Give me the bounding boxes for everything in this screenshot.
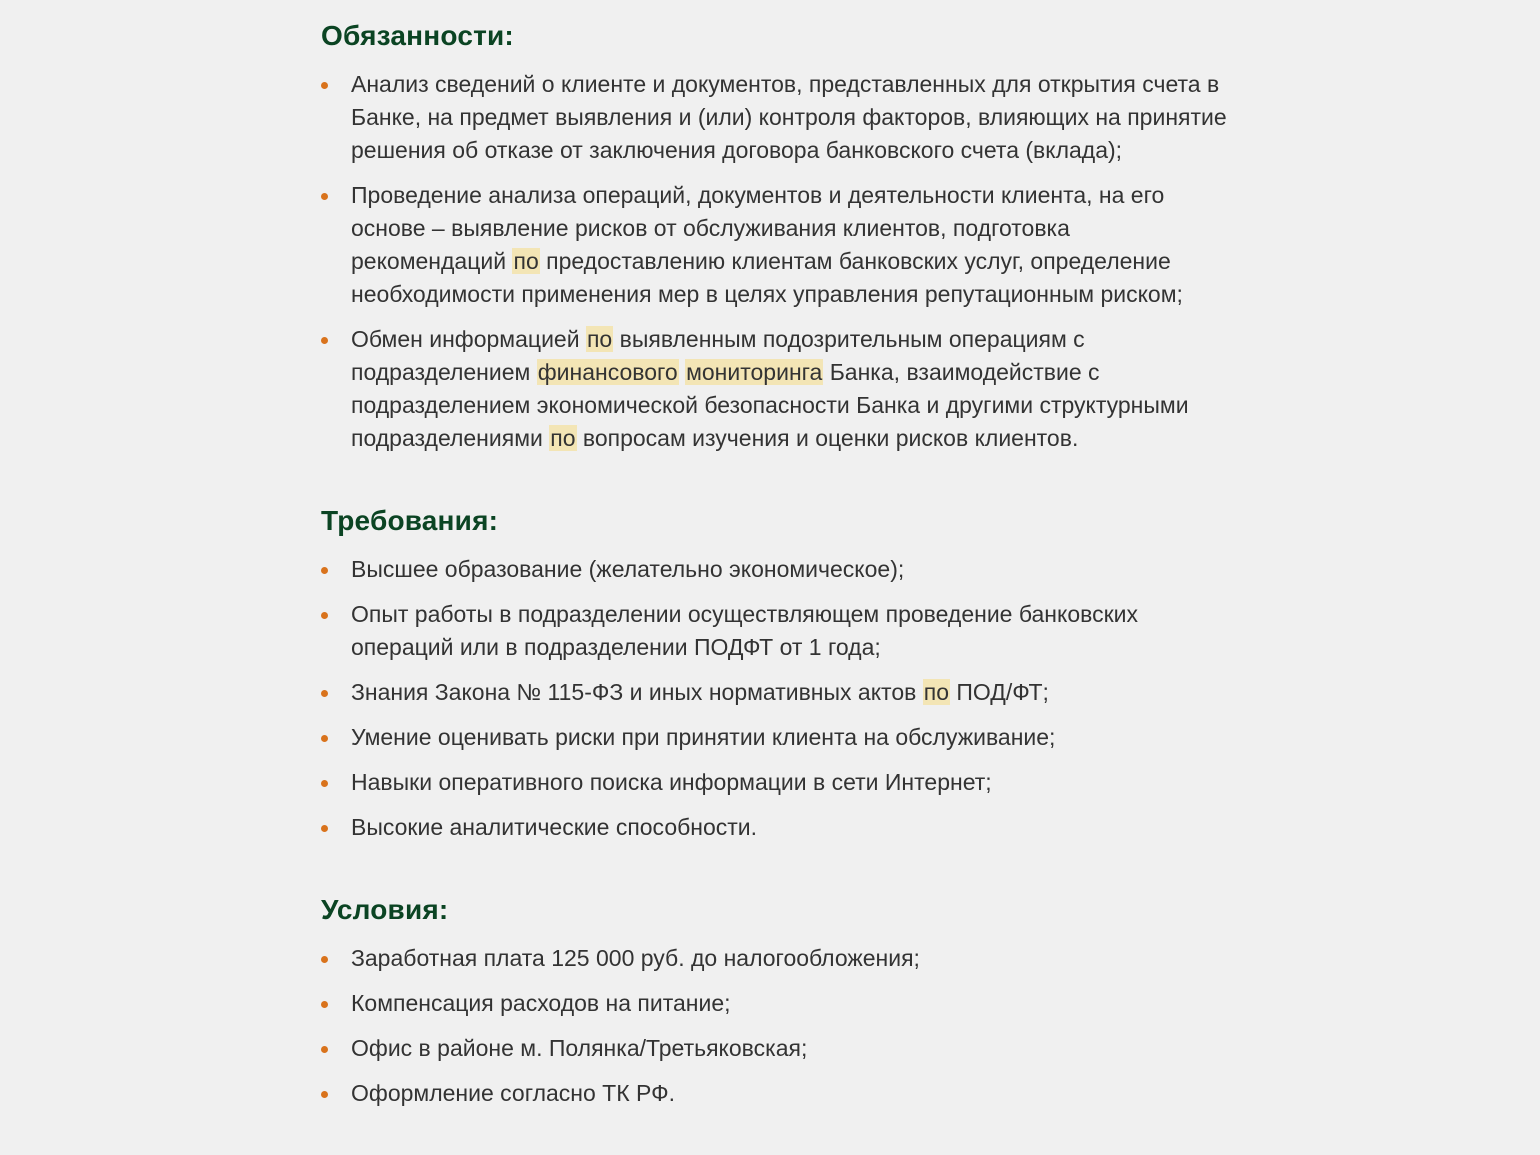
text-segment: Заработная плата 125 000 руб. до налогообложения; <box>351 945 920 971</box>
highlighted-term: мониторинга <box>686 359 823 385</box>
duties-heading: Обязанности: <box>321 20 514 51</box>
requirement-text <box>351 814 757 840</box>
condition-item <box>321 1032 1231 1065</box>
requirement-item <box>321 598 1231 664</box>
requirement-text <box>351 724 1055 750</box>
requirement-item <box>321 721 1231 754</box>
text-segment: Высшее образование (желательно экономическое); <box>351 556 905 582</box>
bullet-dot-icon <box>321 612 328 619</box>
bullet-dot-icon <box>321 567 328 574</box>
text-segment: Знания Закона № 115-ФЗ и иных нормативных актов <box>351 679 923 705</box>
bullet-dot-icon <box>321 956 328 963</box>
condition-text <box>351 1035 807 1061</box>
duty-text <box>351 71 1227 163</box>
text-segment: Проведение анализа операций, документов и деятельности клиента, на его основе – выявление рисков от обслуживания клиентов, подготовка рекомендаций <box>351 182 1165 274</box>
requirement-text <box>351 601 1138 660</box>
conditions-heading: Условия: <box>321 894 449 925</box>
bullet-dot-icon <box>321 193 328 200</box>
vacancy-description <box>321 16 1231 1122</box>
text-segment: вопросам изучения и оценки рисков клиентов. <box>576 425 1079 451</box>
highlighted-term: по <box>923 679 949 705</box>
condition-item <box>321 942 1231 975</box>
requirements-section <box>321 501 1231 844</box>
requirement-item <box>321 811 1231 844</box>
requirements-list <box>321 553 1231 844</box>
text-segment: ПОД/ФТ; <box>949 679 1049 705</box>
bullet-dot-icon <box>321 825 328 832</box>
bullet-dot-icon <box>321 780 328 787</box>
text-segment: Компенсация расходов на питание; <box>351 990 731 1016</box>
duties-list <box>321 68 1231 455</box>
highlighted-term: по <box>550 425 576 451</box>
text-segment: Умение оценивать риски при принятии клиента на обслуживание; <box>351 724 1056 750</box>
bullet-dot-icon <box>321 337 328 344</box>
requirement-item <box>321 676 1231 709</box>
text-segment: Анализ сведений о клиенте и документов, представленных для открытия счета в Банке, на предмет выявления и (или) контроля факторов, влияющих на принятие решения об отказе от заключения договора банковского счета (вклада); <box>351 71 1227 163</box>
condition-item <box>321 1077 1231 1110</box>
text-segment: Высокие аналитические способности. <box>351 814 758 840</box>
highlighted-term: по <box>586 326 613 352</box>
bullet-dot-icon <box>321 1046 328 1053</box>
requirement-item <box>321 766 1231 799</box>
duty-item <box>321 68 1231 167</box>
highlighted-term: финансового <box>537 359 678 385</box>
text-segment: выявленным подозрительным операциям с подразделением <box>351 326 1085 385</box>
text-segment: Оформление согласно ТК РФ. <box>351 1080 675 1106</box>
duty-text <box>351 326 1189 451</box>
requirement-item <box>321 553 1231 586</box>
duty-text <box>351 182 1183 307</box>
bullet-dot-icon <box>321 690 328 697</box>
text-segment: Обмен информацией <box>351 326 586 352</box>
requirements-heading: Требования: <box>321 505 499 536</box>
bullet-dot-icon <box>321 82 328 89</box>
conditions-section <box>321 890 1231 1110</box>
condition-text <box>351 945 920 971</box>
condition-item <box>321 987 1231 1020</box>
requirement-text <box>351 679 1049 705</box>
requirement-text <box>351 556 904 582</box>
text-segment: Банка, взаимодействие с подразделением экономической безопасности Банка и другими структурными подразделениями <box>351 359 1189 451</box>
duty-item <box>321 323 1231 455</box>
bullet-dot-icon <box>321 1091 328 1098</box>
highlighted-term: по <box>513 248 539 274</box>
duties-section <box>321 16 1231 455</box>
text-segment: Офис в районе м. Полянка/Третьяковская; <box>351 1035 808 1061</box>
text-segment: Опыт работы в подразделении осуществляющем проведение банковских операций или в подразделении ПОДФТ от 1 года; <box>351 601 1138 660</box>
condition-text <box>351 990 731 1016</box>
requirement-text <box>351 769 992 795</box>
bullet-dot-icon <box>321 735 328 742</box>
condition-text <box>351 1080 675 1106</box>
text-segment: предоставлению клиентам банковских услуг, определение необходимости применения мер в целях управления репутационным риском; <box>351 248 1183 307</box>
conditions-list <box>321 942 1231 1110</box>
text-segment: Навыки оперативного поиска информации в сети Интернет; <box>351 769 992 795</box>
duty-item <box>321 179 1231 311</box>
bullet-dot-icon <box>321 1001 328 1008</box>
